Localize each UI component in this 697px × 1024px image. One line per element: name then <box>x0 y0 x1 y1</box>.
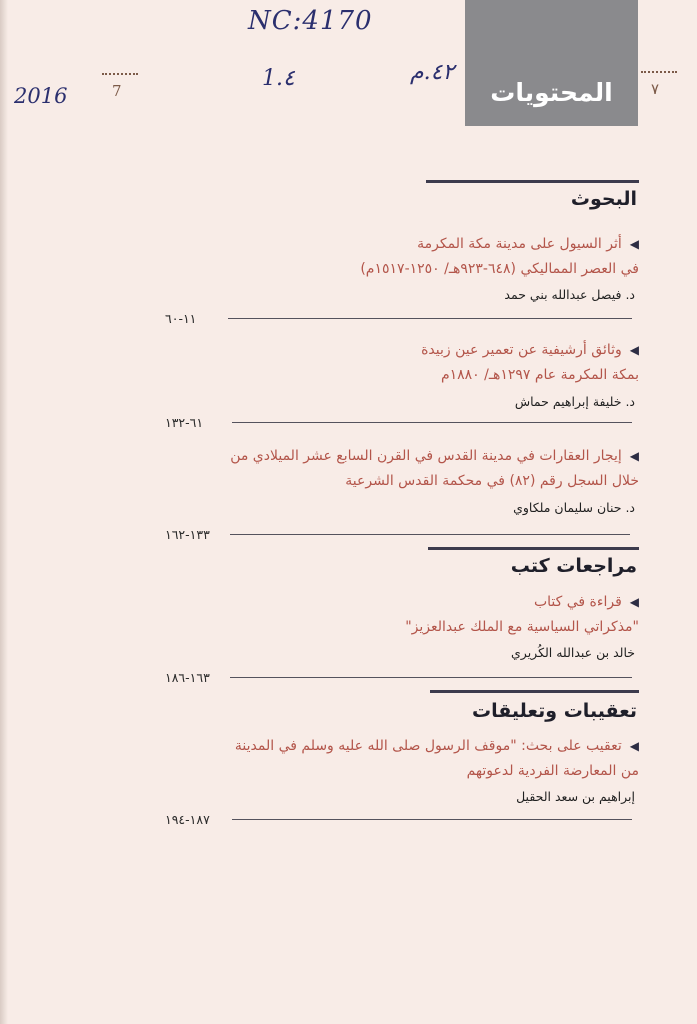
folio-ornament-left <box>102 73 138 81</box>
entry-page-range: ١٨٧-١٩٤ <box>165 812 210 827</box>
entry-page-range: ١٣٣-١٦٢ <box>165 527 210 542</box>
entry-title-line: في العصر المماليكي (٦٤٨-٩٢٣هـ/ ١٢٥٠-١٥١٧م) <box>360 261 639 277</box>
entry-title-line: ◀إيجار العقارات في مدينة القدس في القرن السابع عشر الميلادي من <box>230 444 639 469</box>
toc-entry-title[interactable] <box>230 444 639 494</box>
bullet-arrow-icon: ◀ <box>629 237 639 251</box>
section-title-research: البحوث <box>570 188 637 210</box>
entry-title-line: ◀أثر السيول على مدينة مكة المكرمة <box>360 232 639 257</box>
entry-author: خالد بن عبدالله الكُريري <box>511 645 635 660</box>
entry-author: د. حنان سليمان ملكاوي <box>513 500 635 515</box>
section-rule <box>428 547 639 550</box>
entry-rule <box>232 422 632 423</box>
toc-entry-title[interactable] <box>235 734 639 784</box>
toc-entry-title[interactable] <box>360 232 639 282</box>
toc-entry-title[interactable] <box>405 590 639 640</box>
entry-title-line: من المعارضة الفردية لدعوتهم <box>466 763 639 779</box>
entry-rule <box>232 819 632 820</box>
handwritten-reference: ٤٢.م <box>410 60 455 85</box>
section-rule <box>426 180 639 183</box>
section-title-book-reviews: مراجعات كتب <box>510 555 637 577</box>
entry-page-range: ٦١-١٣٢ <box>165 415 204 430</box>
entry-author: د. خليفة إبراهيم حماش <box>514 394 635 409</box>
entry-title-line: "مذكراتي السياسية مع الملك عبدالعزيز" <box>405 619 639 635</box>
entry-title-line: ◀قراءة في كتاب <box>405 590 639 615</box>
entry-page-range: ١٦٣-١٨٦ <box>165 670 210 685</box>
page-binding-edge <box>0 0 8 1024</box>
bullet-arrow-icon: ◀ <box>629 449 639 463</box>
page-title: المحتويات <box>490 78 613 107</box>
contents-header-box <box>465 0 638 126</box>
entry-author: إبراهيم بن سعد الحقيل <box>516 789 635 804</box>
entry-rule <box>230 534 630 535</box>
section-rule <box>430 690 639 693</box>
entry-title-line: بمكة المكرمة عام ١٢٩٧هـ/ ١٨٨٠م <box>440 367 639 383</box>
handwritten-catalog-code: NC:4170 <box>248 6 373 36</box>
handwritten-volume: 1.٤ <box>262 66 295 91</box>
folio-number-right: ٧ <box>651 80 660 98</box>
entry-rule <box>230 677 632 678</box>
bullet-arrow-icon: ◀ <box>629 343 639 357</box>
toc-entry-title[interactable] <box>421 338 639 388</box>
folio-ornament-right <box>641 71 677 79</box>
section-title-comments: تعقيبات وتعليقات <box>472 700 637 722</box>
entry-rule <box>228 318 632 319</box>
entry-title-line: خلال السجل رقم (٨٢) في محكمة القدس الشرعية <box>345 473 639 489</box>
bullet-arrow-icon: ◀ <box>629 739 639 753</box>
entry-title-line: ◀تعقيب على بحث: "موقف الرسول صلى الله عليه وسلم في المدينة <box>235 734 639 759</box>
folio-number-left: 7 <box>112 82 122 100</box>
handwritten-year: 2016 <box>14 84 68 108</box>
bullet-arrow-icon: ◀ <box>629 595 639 609</box>
entry-title-line: ◀وثائق أرشيفية عن تعمير عين زبيدة <box>421 338 639 363</box>
entry-page-range: ١١-٦٠ <box>165 311 197 326</box>
entry-author: د. فيصل عبدالله بني حمد <box>504 287 635 302</box>
